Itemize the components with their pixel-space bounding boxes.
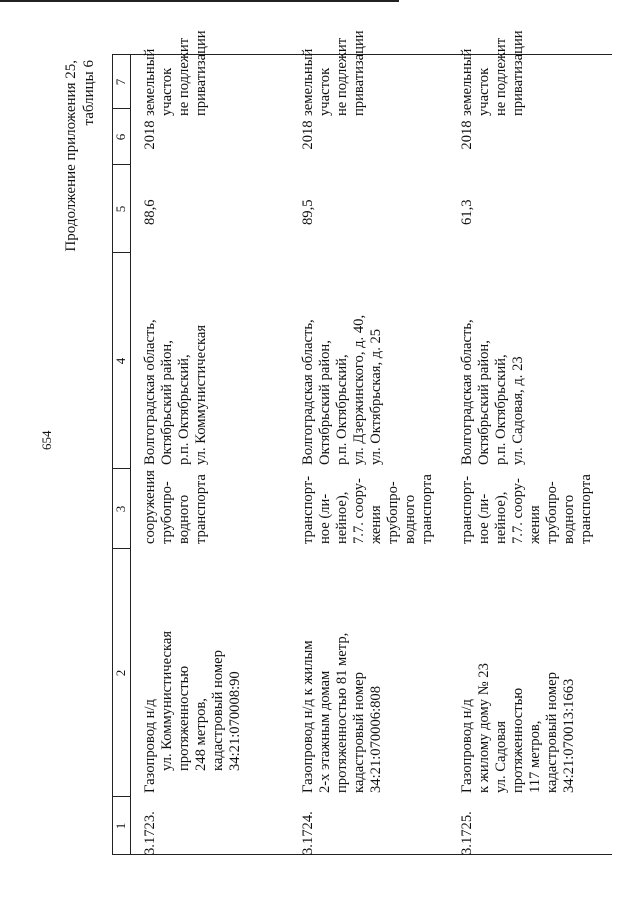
row-2-note bbox=[300, 16, 368, 116]
row-1-name-line: 34:21:070008:90 bbox=[227, 671, 243, 771]
row-2-type bbox=[300, 464, 436, 544]
row-2-address-line: Волгоградская область, bbox=[300, 319, 316, 465]
row-3-name-line: ул. Садовая bbox=[493, 720, 509, 793]
row-2-name-line: 34:21:070006:808 bbox=[368, 685, 384, 793]
row-2-type-line: водного bbox=[402, 494, 418, 544]
row-2-address-line: р.п. Октябрьский, bbox=[334, 354, 350, 465]
row-3-type-line: транспорт- bbox=[459, 475, 475, 544]
row-2-type-line: транспорт- bbox=[300, 475, 316, 544]
row-1-type-line: водного bbox=[176, 494, 192, 544]
row-3-number: 3.1725. bbox=[459, 811, 475, 855]
header-col-2: 2 bbox=[113, 669, 128, 677]
row-2-area: 89,5 bbox=[300, 199, 316, 225]
row-3-name-line: кадастровый номер bbox=[544, 672, 560, 793]
row-2-name-line: Газопровод н/д к жилым bbox=[300, 640, 316, 793]
row-3-type-line: ное (ли- bbox=[476, 493, 492, 544]
row-3-note-line: приватизации bbox=[510, 30, 526, 116]
row-2-type-line: транспорта bbox=[419, 474, 435, 544]
row-3-type-line: жения bbox=[527, 505, 543, 544]
row-3-type-line: транспорта bbox=[578, 474, 594, 544]
row-2-type-line: трубопро- bbox=[385, 481, 401, 544]
row-2-address-line: Октябрьский район, bbox=[317, 340, 333, 465]
header-col-1: 1 bbox=[113, 822, 128, 830]
row-1-note-line: приватизации bbox=[193, 30, 209, 116]
row-2-type-line: жения bbox=[368, 505, 384, 544]
row-1-address-line: Волгоградская область, bbox=[142, 319, 158, 465]
row-3-address-line: р.п. Октябрьский, bbox=[493, 354, 509, 465]
row-1-note-line: земельный bbox=[142, 48, 158, 116]
row-1-name-line: кадастровый номер bbox=[210, 650, 226, 771]
row-3-type-line: трубопро- bbox=[544, 481, 560, 544]
row-2-note-line: земельный bbox=[300, 48, 316, 116]
row-1-type-line: сооружения bbox=[142, 470, 158, 544]
row-1-type-line: транспорта bbox=[193, 474, 209, 544]
row-1-name-line: 248 метров, bbox=[193, 698, 209, 771]
row-2-address-line: ул. Дзержинского, д. 40, bbox=[351, 314, 367, 465]
row-3-name-line: Газопровод н/д bbox=[459, 699, 475, 793]
row-2-address-line: ул. Октябрьская, д. 25 bbox=[368, 328, 384, 465]
row-1-year: 2018 bbox=[142, 120, 158, 150]
row-3-name-line: к жилому дому № 23 bbox=[476, 663, 492, 793]
header-col-7: 7 bbox=[113, 78, 128, 86]
row-3-name-line: 34:21:070013:1663 bbox=[561, 678, 577, 793]
row-2-type-line: нейное), bbox=[334, 491, 350, 544]
row-3-year: 2018 bbox=[459, 120, 475, 150]
header-col-5: 5 bbox=[113, 205, 128, 213]
row-3-address-line: Волгоградская область, bbox=[459, 319, 475, 465]
row-2-name-line: кадастровый номер bbox=[351, 672, 367, 793]
row-3-area: 61,3 bbox=[459, 199, 475, 225]
table-left-border bbox=[112, 854, 612, 855]
row-1-note-line: участок bbox=[159, 67, 175, 116]
row-1-name bbox=[142, 573, 244, 793]
row-2-note-line: приватизации bbox=[351, 30, 367, 116]
row-1-type bbox=[142, 464, 210, 544]
row-2-address bbox=[300, 265, 385, 465]
row-3-type-line: 7.7. соору- bbox=[510, 478, 526, 544]
row-2-name-line: протяженностью 81 метр, bbox=[334, 632, 350, 793]
row-3-type-line: нейное), bbox=[493, 491, 509, 544]
caption-line-1: Продолжение приложения 25, bbox=[63, 60, 79, 252]
header-bottom-border bbox=[130, 55, 131, 855]
row-3-note-line: земельный bbox=[459, 48, 475, 116]
row-2-number: 3.1724. bbox=[300, 811, 316, 855]
row-2-name bbox=[300, 573, 385, 793]
row-1-address bbox=[142, 265, 210, 465]
row-1-number: 3.1723. bbox=[142, 811, 158, 855]
row-3-address-line: ул. Садовая, д. 23 bbox=[510, 356, 526, 465]
row-3-name-line: протяженностью bbox=[510, 687, 526, 793]
data-table bbox=[112, 30, 612, 855]
row-3-type-line: водного bbox=[561, 494, 577, 544]
table-caption bbox=[62, 60, 98, 252]
row-2-note-line: не подлежит bbox=[334, 37, 350, 116]
row-3-type bbox=[459, 464, 595, 544]
row-1-area: 88,6 bbox=[142, 199, 158, 225]
row-3-note-line: участок bbox=[476, 67, 492, 116]
row-1-address-line: ул. Коммунистическая bbox=[193, 324, 209, 465]
row-1-note bbox=[142, 16, 210, 116]
row-3-note bbox=[459, 16, 527, 116]
header-col-6: 6 bbox=[113, 133, 128, 141]
caption-line-2: таблицы 6 bbox=[81, 60, 97, 126]
row-2-type-line: ное (ли- bbox=[317, 493, 333, 544]
row-3-note-line: не подлежит bbox=[493, 37, 509, 116]
row-2-year: 2018 bbox=[300, 120, 316, 150]
header-col-3: 3 bbox=[113, 505, 128, 513]
row-2-note-line: участок bbox=[317, 67, 333, 116]
row-1-address-line: Октябрьский район, bbox=[159, 340, 175, 465]
row-1-name-line: Газопровод н/д bbox=[142, 699, 158, 793]
row-3-address-line: Октябрьский район, bbox=[476, 340, 492, 465]
page-number: 654 bbox=[39, 430, 54, 450]
row-3-address bbox=[459, 265, 527, 465]
row-3-name bbox=[459, 573, 578, 793]
row-1-note-line: не подлежит bbox=[176, 37, 192, 116]
row-1-address-line: р.п. Октябрьский, bbox=[176, 354, 192, 465]
row-3-name-line: 117 метров, bbox=[527, 720, 543, 793]
row-2-name-line: 2-х этажным домам bbox=[317, 670, 333, 793]
row-1-name-line: ул. Коммунистическая bbox=[159, 630, 175, 771]
row-2-type-line: 7.7. соору- bbox=[351, 478, 367, 544]
header-col-4: 4 bbox=[113, 357, 128, 365]
row-1-name-line: протяженностью bbox=[176, 665, 192, 771]
rotated-page-content bbox=[62, 0, 640, 905]
row-1-type-line: трубопро- bbox=[159, 481, 175, 544]
